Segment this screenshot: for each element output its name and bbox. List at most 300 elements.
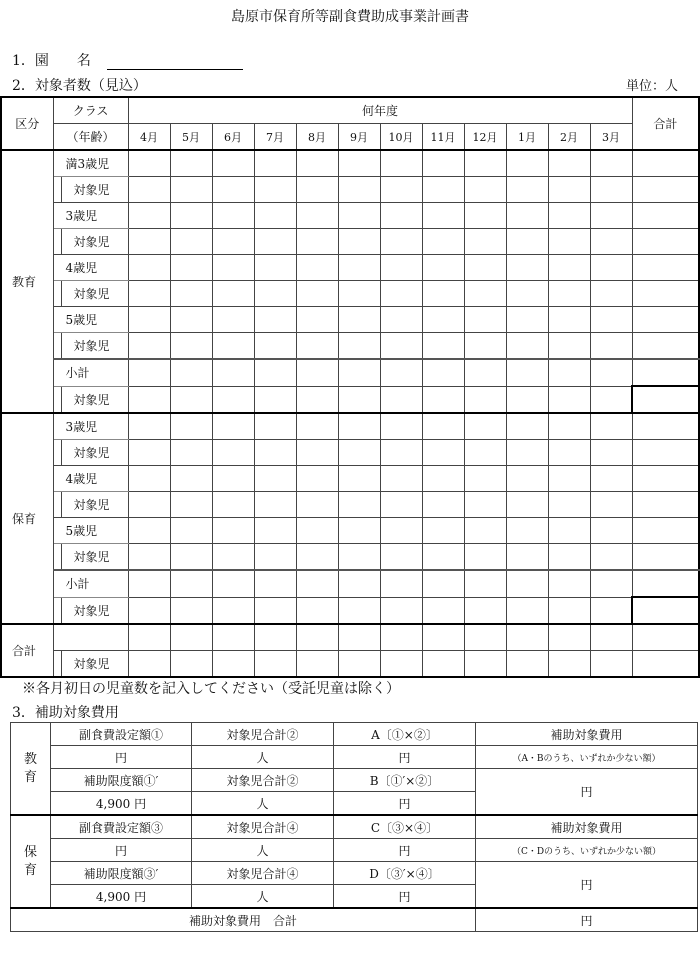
total-target-row-cell[interactable] [128,651,170,678]
target-row-cell[interactable] [170,333,212,360]
total-target-row-cell[interactable] [422,651,464,678]
subtotal-row-cell[interactable] [296,570,338,597]
target-row-cell[interactable] [212,544,254,571]
target-row-cell[interactable] [380,281,422,307]
subtotal-target-row-cell[interactable] [548,597,590,624]
edu-a-header: A〔①×②〕 [334,723,476,746]
edu-a-value[interactable]: 円 [334,746,476,769]
header-month: 10月 [380,124,422,151]
target-row-cell[interactable] [422,492,464,518]
class-row-cell[interactable] [338,518,380,544]
target-label: 対象児 [61,544,128,571]
class-row-cell[interactable] [338,413,380,440]
target-row-cell[interactable] [296,229,338,255]
target-row-cell[interactable] [380,544,422,571]
header-month: 1月 [506,124,548,151]
target-row-cell[interactable] [506,492,548,518]
target-row-cell[interactable] [506,440,548,466]
class-row-cell[interactable] [296,307,338,333]
subtotal-row-cell[interactable] [632,359,699,386]
class-row-cell[interactable] [590,203,632,229]
target-row-cell[interactable] [590,177,632,203]
target-row-cell[interactable] [128,544,170,571]
class-row-cell[interactable] [128,413,170,440]
class-row-cell[interactable] [422,518,464,544]
target-row-cell[interactable] [590,229,632,255]
target-row-cell[interactable] [464,281,506,307]
subtotal-row-cell[interactable] [128,570,170,597]
class-row-cell[interactable] [338,307,380,333]
class-row-cell[interactable] [380,150,422,177]
subtotal-row-cell[interactable] [212,570,254,597]
hoiku-d-header: D〔③′×④〕 [334,862,476,885]
target-row-cell[interactable] [338,177,380,203]
class-row-cell[interactable] [254,413,296,440]
subtotal-target-row-cell[interactable] [128,597,170,624]
class-row-cell[interactable] [296,466,338,492]
class-row-cell[interactable] [254,255,296,281]
target-row-cell[interactable] [254,177,296,203]
class-row-cell[interactable] [422,413,464,440]
subtotal-target-row-cell[interactable] [380,597,422,624]
target-row-total-cell[interactable] [632,281,699,307]
target-row-cell[interactable] [590,281,632,307]
hoiku-target-total-value[interactable]: 人 [192,839,334,862]
class-row-cell[interactable] [128,307,170,333]
total-row-cell[interactable] [506,624,548,651]
target-row-cell[interactable] [464,333,506,360]
edu-target-total-header-2: 対象児合計② [192,769,334,792]
subtotal-row-cell[interactable] [464,570,506,597]
class-row-cell[interactable] [128,518,170,544]
class-row-total-cell[interactable] [632,203,699,229]
target-row-cell[interactable] [170,544,212,571]
target-row-cell[interactable] [254,492,296,518]
class-row-total-cell[interactable] [632,307,699,333]
subtotal-row-cell[interactable] [464,359,506,386]
target-row-cell[interactable] [548,544,590,571]
total-target-row-cell[interactable] [212,651,254,678]
class-row-cell[interactable] [170,518,212,544]
subtotal-target-row-total-cell[interactable] [632,597,699,624]
total-row-cell[interactable] [548,624,590,651]
hoiku-c-value[interactable]: 円 [334,839,476,862]
class-row-cell[interactable] [548,466,590,492]
hoiku-target-total-value-2[interactable]: 人 [192,885,334,909]
target-row-cell[interactable] [506,281,548,307]
target-label: 対象児 [61,333,128,360]
class-row-cell[interactable] [338,466,380,492]
subtotal-target-row-cell[interactable] [170,597,212,624]
class-row-cell[interactable] [296,413,338,440]
class-row-total-cell[interactable] [632,255,699,281]
target-row-cell[interactable] [212,492,254,518]
subtotal-row-cell[interactable] [296,359,338,386]
target-row-cell[interactable] [254,281,296,307]
header-month: 2月 [548,124,590,151]
target-row-cell[interactable] [380,440,422,466]
subtotal-target-row-cell[interactable] [296,386,338,413]
total-row-cell[interactable] [464,624,506,651]
target-row-cell[interactable] [422,333,464,360]
school-name-input-line[interactable] [107,57,243,70]
class-row-cell[interactable] [548,203,590,229]
subtotal-row-cell[interactable] [380,359,422,386]
total-row-cell[interactable] [422,624,464,651]
target-row-cell[interactable] [212,177,254,203]
target-row-cell[interactable] [254,440,296,466]
indent-cell [53,440,61,466]
edu-subsidy-value[interactable]: 円 [476,769,698,816]
subtotal-target-row-cell[interactable] [212,386,254,413]
class-row-cell[interactable] [170,255,212,281]
total-target-row-cell[interactable] [296,651,338,678]
target-row-cell[interactable] [338,229,380,255]
target-row-cell[interactable] [170,492,212,518]
hoiku-meal-fee-value[interactable]: 円 [51,839,192,862]
class-row-cell[interactable] [422,255,464,281]
subtotal-target-row-cell[interactable] [464,386,506,413]
target-row-cell[interactable] [170,177,212,203]
total-target-row-total-cell[interactable] [632,651,699,678]
class-row-cell[interactable] [338,255,380,281]
target-row-cell[interactable] [464,440,506,466]
target-row-total-cell[interactable] [632,333,699,360]
header-month: 5月 [170,124,212,151]
class-row-cell[interactable] [170,466,212,492]
target-row-cell[interactable] [590,492,632,518]
class-row-cell[interactable] [212,466,254,492]
class-row-total-cell[interactable] [632,413,699,440]
target-row-cell[interactable] [380,177,422,203]
class-row-cell[interactable] [506,203,548,229]
target-row-cell[interactable] [506,229,548,255]
subtotal-row-cell[interactable] [506,570,548,597]
target-row-cell[interactable] [422,177,464,203]
target-row-cell[interactable] [296,440,338,466]
target-row-cell[interactable] [380,492,422,518]
subtotal-row-cell[interactable] [422,570,464,597]
total-target-row-cell[interactable] [506,651,548,678]
subtotal-row-cell[interactable] [422,359,464,386]
class-row-cell[interactable] [254,466,296,492]
class-row-cell[interactable] [212,150,254,177]
class-row-cell[interactable] [422,203,464,229]
total-blank-cell [53,624,128,651]
subtotal-row-cell[interactable] [254,570,296,597]
total-target-row-cell[interactable] [464,651,506,678]
subtotal-row-cell[interactable] [632,570,699,597]
class-row-cell[interactable] [338,150,380,177]
total-target-row-cell[interactable] [338,651,380,678]
target-row-cell[interactable] [128,229,170,255]
class-row-cell[interactable] [464,413,506,440]
target-row-cell[interactable] [464,492,506,518]
class-row-cell[interactable] [380,203,422,229]
class-row-cell[interactable] [170,307,212,333]
class-row-cell[interactable] [296,518,338,544]
class-row-cell[interactable] [254,518,296,544]
class-row-cell[interactable] [548,518,590,544]
class-row-cell[interactable] [590,518,632,544]
total-target-row-cell[interactable] [254,651,296,678]
target-row-total-cell[interactable] [632,492,699,518]
subtotal-row-cell[interactable] [380,570,422,597]
subtotal-target-row-total-cell[interactable] [632,386,699,413]
indent-cell [53,386,61,413]
target-row-total-cell[interactable] [632,544,699,571]
class-row-cell[interactable] [464,150,506,177]
target-row-cell[interactable] [548,440,590,466]
target-row-cell[interactable] [338,333,380,360]
target-row-cell[interactable] [548,492,590,518]
target-row-cell[interactable] [254,229,296,255]
class-row-cell[interactable] [212,203,254,229]
indent-cell [53,651,61,678]
edu-target-total-value[interactable]: 人 [192,746,334,769]
class-row-cell[interactable] [254,307,296,333]
subtotal-row-cell[interactable] [212,359,254,386]
target-row-cell[interactable] [380,229,422,255]
target-row-cell[interactable] [380,333,422,360]
target-row-cell[interactable] [338,440,380,466]
section-3-heading: 3．補助対象費用 [12,705,119,721]
subtotal-target-row-cell[interactable] [590,597,632,624]
class-row-cell[interactable] [212,518,254,544]
edu-target-total-value-2[interactable]: 人 [192,792,334,816]
class-row-cell[interactable] [548,307,590,333]
class-row-cell[interactable] [254,150,296,177]
class-row-cell[interactable] [506,307,548,333]
target-row-cell[interactable] [338,492,380,518]
target-row-cell[interactable] [212,281,254,307]
grand-total-value[interactable]: 円 [476,908,698,932]
target-row-total-cell[interactable] [632,229,699,255]
edu-b-value[interactable]: 円 [334,792,476,816]
subtotal-target-row-cell[interactable] [254,597,296,624]
target-row-total-cell[interactable] [632,177,699,203]
subtotal-row-cell[interactable] [338,359,380,386]
class-row-total-cell[interactable] [632,150,699,177]
total-row-cell[interactable] [128,624,170,651]
target-row-cell[interactable] [506,544,548,571]
target-row-cell[interactable] [212,229,254,255]
total-row-cell[interactable] [170,624,212,651]
grand-total-label: 補助対象費用 合計 [11,908,476,932]
class-row-cell[interactable] [380,255,422,281]
class-row-cell[interactable] [422,466,464,492]
class-row-total-cell[interactable] [632,518,699,544]
hoiku-d-value[interactable]: 円 [334,885,476,909]
target-row-cell[interactable] [296,333,338,360]
class-row-cell[interactable] [170,413,212,440]
hoiku-subsidy-note: （C・Dのうち、いずれか少ない額） [476,839,698,862]
class-row-cell[interactable] [338,203,380,229]
target-row-cell[interactable] [170,281,212,307]
subtotal-target-row-cell[interactable] [422,597,464,624]
class-row-cell[interactable] [506,150,548,177]
subtotal-row-cell[interactable] [254,359,296,386]
subtotal-row-cell[interactable] [548,570,590,597]
subtotal-row-cell[interactable] [590,570,632,597]
class-row-cell[interactable] [464,203,506,229]
target-row-cell[interactable] [548,177,590,203]
total-row-cell[interactable] [338,624,380,651]
class-row-cell[interactable] [590,466,632,492]
target-row-cell[interactable] [128,440,170,466]
class-row-cell[interactable] [380,307,422,333]
target-row-cell[interactable] [422,440,464,466]
target-row-cell[interactable] [548,229,590,255]
class-row-cell[interactable] [590,307,632,333]
target-row-cell[interactable] [548,281,590,307]
class-row-cell[interactable] [506,255,548,281]
target-row-cell[interactable] [296,281,338,307]
target-row-cell[interactable] [170,440,212,466]
class-row-cell[interactable] [128,466,170,492]
subtotal-target-row-cell[interactable] [506,597,548,624]
target-row-cell[interactable] [254,544,296,571]
subtotal-target-row-cell[interactable] [254,386,296,413]
header-total: 合計 [632,97,699,150]
subtotal-row-cell[interactable] [506,359,548,386]
total-target-row-cell[interactable] [590,651,632,678]
subtotal-target-row-cell[interactable] [464,597,506,624]
target-row-cell[interactable] [296,544,338,571]
subtotal-target-row-cell[interactable] [128,386,170,413]
class-row-cell[interactable] [128,150,170,177]
target-row-cell[interactable] [422,281,464,307]
subtotal-row-cell[interactable] [170,570,212,597]
target-row-cell[interactable] [548,333,590,360]
class-label: 4歳児 [53,466,128,492]
class-row-cell[interactable] [506,466,548,492]
subtotal-target-row-cell[interactable] [170,386,212,413]
hoiku-name: 保育 [23,844,37,878]
class-row-cell[interactable] [548,413,590,440]
target-row-cell[interactable] [422,229,464,255]
subtotal-row-cell[interactable] [170,359,212,386]
class-row-cell[interactable] [170,203,212,229]
target-row-cell[interactable] [338,281,380,307]
class-row-cell[interactable] [506,518,548,544]
class-row-cell[interactable] [464,307,506,333]
target-row-cell[interactable] [464,544,506,571]
total-row-cell[interactable] [212,624,254,651]
target-row-cell[interactable] [590,544,632,571]
class-row-cell[interactable] [380,413,422,440]
class-row-cell[interactable] [128,255,170,281]
hoiku-target-total-header-2: 対象児合計④ [192,862,334,885]
total-target-row-cell[interactable] [380,651,422,678]
target-row-cell[interactable] [338,544,380,571]
target-row-cell[interactable] [128,333,170,360]
class-label: 満3歳児 [53,150,128,177]
class-row-cell[interactable] [464,255,506,281]
target-row-cell[interactable] [128,281,170,307]
hoiku-target-total-header: 対象児合計④ [192,815,334,839]
class-row-cell[interactable] [380,518,422,544]
total-row-total-cell[interactable] [632,624,699,651]
target-row-cell[interactable] [590,440,632,466]
class-row-cell[interactable] [254,203,296,229]
total-row-cell[interactable] [254,624,296,651]
subtotal-target-row-cell[interactable] [548,386,590,413]
total-row-cell[interactable] [296,624,338,651]
class-row-cell[interactable] [212,307,254,333]
target-row-cell[interactable] [590,333,632,360]
edu-meal-fee-value[interactable]: 円 [51,746,192,769]
class-row-cell[interactable] [422,150,464,177]
class-row-cell[interactable] [590,255,632,281]
class-row-cell[interactable] [296,150,338,177]
class-row-total-cell[interactable] [632,466,699,492]
indent-cell [53,544,61,571]
total-row-cell[interactable] [590,624,632,651]
class-row-cell[interactable] [296,203,338,229]
target-row-cell[interactable] [170,229,212,255]
target-row-cell[interactable] [296,177,338,203]
target-row-cell[interactable] [506,177,548,203]
target-row-cell[interactable] [464,229,506,255]
class-row-cell[interactable] [590,150,632,177]
class-row-cell[interactable] [422,307,464,333]
class-row-cell[interactable] [506,413,548,440]
class-row-cell[interactable] [548,255,590,281]
subtotal-target-row-cell[interactable] [422,386,464,413]
class-row-cell[interactable] [170,150,212,177]
subtotal-row-cell[interactable] [338,570,380,597]
target-row-cell[interactable] [128,177,170,203]
subtotal-target-row-cell[interactable] [338,597,380,624]
subtotal-target-row-cell[interactable] [590,386,632,413]
class-row-cell[interactable] [464,518,506,544]
header-month: 4月 [128,124,170,151]
target-row-cell[interactable] [506,333,548,360]
total-target-row-cell[interactable] [170,651,212,678]
class-row-cell[interactable] [548,150,590,177]
total-target-row-cell[interactable] [548,651,590,678]
subtotal-target-row-cell[interactable] [296,597,338,624]
subtotal-target-row-cell[interactable] [338,386,380,413]
target-row-cell[interactable] [464,177,506,203]
total-row-cell[interactable] [380,624,422,651]
class-row-cell[interactable] [464,466,506,492]
target-row-cell[interactable] [254,333,296,360]
subtotal-target-row-cell[interactable] [380,386,422,413]
target-row-cell[interactable] [212,440,254,466]
class-row-cell[interactable] [380,466,422,492]
class-row-cell[interactable] [128,203,170,229]
subtotal-row-cell[interactable] [548,359,590,386]
subtotal-row-cell[interactable] [590,359,632,386]
class-row-cell[interactable] [212,255,254,281]
class-row-cell[interactable] [590,413,632,440]
subtotal-target-row-cell[interactable] [506,386,548,413]
target-row-cell[interactable] [422,544,464,571]
class-row-cell[interactable] [212,413,254,440]
target-row-total-cell[interactable] [632,440,699,466]
hoiku-c-header: C〔③×④〕 [334,815,476,839]
target-row-cell[interactable] [296,492,338,518]
subtotal-target-row-cell[interactable] [212,597,254,624]
header-month: 8月 [296,124,338,151]
hoiku-subsidy-value[interactable]: 円 [476,862,698,909]
subtotal-row-cell[interactable] [128,359,170,386]
target-row-cell[interactable] [128,492,170,518]
class-row-cell[interactable] [296,255,338,281]
target-row-cell[interactable] [212,333,254,360]
